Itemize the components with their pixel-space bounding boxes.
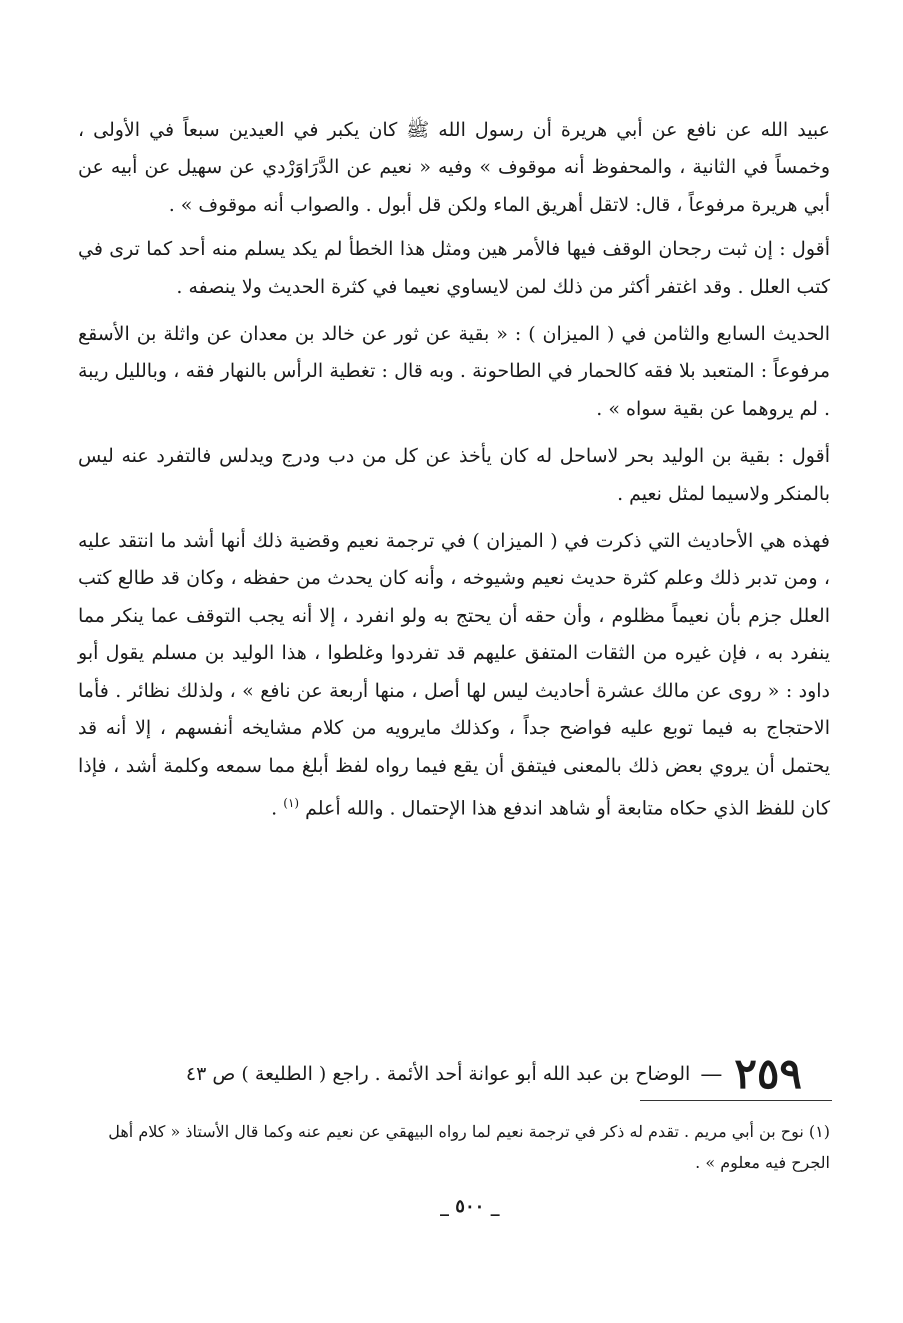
paragraph-1: عبيد الله عن نافع عن أبي هريرة أن رسول الله ﷺ كان يكبر في العيدين سبعاً في الأولى ، وخمساً في الثانية ، والمحفوظ أنه موقوف » وفيه « نعيم عن الدَّرَاوَرْدي عن سهيل عن أبيه عن أبي هريرة مرفوعاً ، قال: لاتقل أهريق الماء ولكن قل أبول . والصواب أنه موقوف » . (78, 119, 830, 216)
page-number: _ ٥٠٠ _ (440, 1196, 500, 1217)
paragraph-5: فهذه هي الأحاديث التي ذكرت في ( الميزان ) في ترجمة نعيم وقضية ذلك أنها أشد ما انتقد عليه ، ومن تدبر ذلك وعلم كثرة حديث نعيم وشيوخه ، وأنه كان يحدث من حفظه ، وكان قد طالع كتب العلل جزم بأن نعيماً مظلوم ، وأن حقه أن يحتج به ولو انفرد ، إلا أنه يجب التوقف عما ينكر مما ينفرد به ، فإن غيره من الثقات المتفق عليهم قد تفردوا وغلطوا ، هذا الوليد بن مسلم يقول أبو داود : « روى عن مالك عشرة أحاديث ليس لها أصل ، منها أربعة عن نافع » ، ولذلك نظائر . فأما الاحتجاج به فيما توبع عليه فواضح جداً ، وكذلك مايرويه من كلام مشايخه أنفسهم ، إلا أنه قد يحتمل أن يروي بعض ذلك بالمعنى فيتفق أن يقع فيما رواه لفظ أبلغ مما سمعه وكلمة أشد ، فإذا كان للفظ الذي حكاه متابعة أو شاهد اندفع هذا الإحتمال . والله أعلم $^{(١)}$ . (78, 530, 830, 820)
entry-dash: — (700, 1061, 723, 1087)
paragraph-2: أقول : إن ثبت رجحان الوقف فيها فالأمر هين ومثل هذا الخطأ لم يكد يسلم منه أحد كما ترى في كتب العلل . وقد اغتفر أكثر من ذلك لمن لايساوي نعيما في كثرة الحديث ولا ينصفه . (78, 238, 830, 298)
entry-text: الوضاح بن عبد الله أبو عوانة أحد الأئمة . راجع ( الطليعة ) ص ٤٣ (185, 1063, 691, 1085)
entry-number: ٢٥٩ (734, 1049, 802, 1098)
paragraph-3: الحديث السابع والثامن في ( الميزان ) : « بقية عن ثور عن خالد بن معدان عن واثلة بن الأسقع مرفوعاً : المتعبد بلا فقه كالحمار في الطاحونة . وبه قال : تغطية الرأس بالنهار فقه ، وبالليل ريبة . لم يروهما عن بقية سواه » . (78, 323, 830, 420)
footnote: (١) نوح بن أبي مريم . تقدم له ذكر في ترجمة نعيم لما رواه البيهقي عن نعيم عنه وكما قال الأستاذ « كلام أهل الجرح فيه معلوم » . (108, 1122, 830, 1172)
footnote-reference: (١) (283, 795, 300, 810)
footnote-separator (640, 1100, 832, 1101)
paragraph-4: أقول : بقية بن الوليد بحر لاساحل له كان يأخذ عن كل من دب ودرج ويدلس فالتفرد عنه ليس بالمنكر ولاسيما لمثل نعيم . (78, 445, 830, 505)
paragraph-5-text: فهذه هي الأحاديث التي ذكرت في ( الميزان ) في ترجمة نعيم وقضية ذلك أنها أشد ما انتقد عليه ، ومن تدبر ذلك وعلم كثرة حديث نعيم وشيوخه ، وأنه كان يحدث من حفظه ، وكان قد طالع كتب العلل جزم بأن نعيماً مظلوم ، وأن حقه أن يحتج به ولو انفرد ، إلا أنه يجب التوقف عما ينكر مما ينفرد به ، فإن غيره من الثقات المتفق عليهم قد تفردوا وغلطوا ، هذا الوليد بن مسلم يقول أبو داود : « روى عن مالك عشرة أحاديث ليس لها أصل ، منها أربعة عن نافع » ، ولذلك نظائر . فأما الاحتجاج به فيما توبع عليه فواضح جداً ، وكذلك مايرويه من كلام مشايخه أنفسهم ، إلا أنه قد يحتمل أن يروي بعض ذلك بالمعنى فيتفق أن يقع فيما رواه لفظ أبلغ مما سمعه وكلمة أشد ، فإذا كان للفظ الذي حكاه متابعة أو شاهد اندفع هذا الإحتمال . والله أعلم (78, 530, 830, 820)
main-text (78, 112, 830, 828)
biography-entry (100, 1049, 802, 1098)
